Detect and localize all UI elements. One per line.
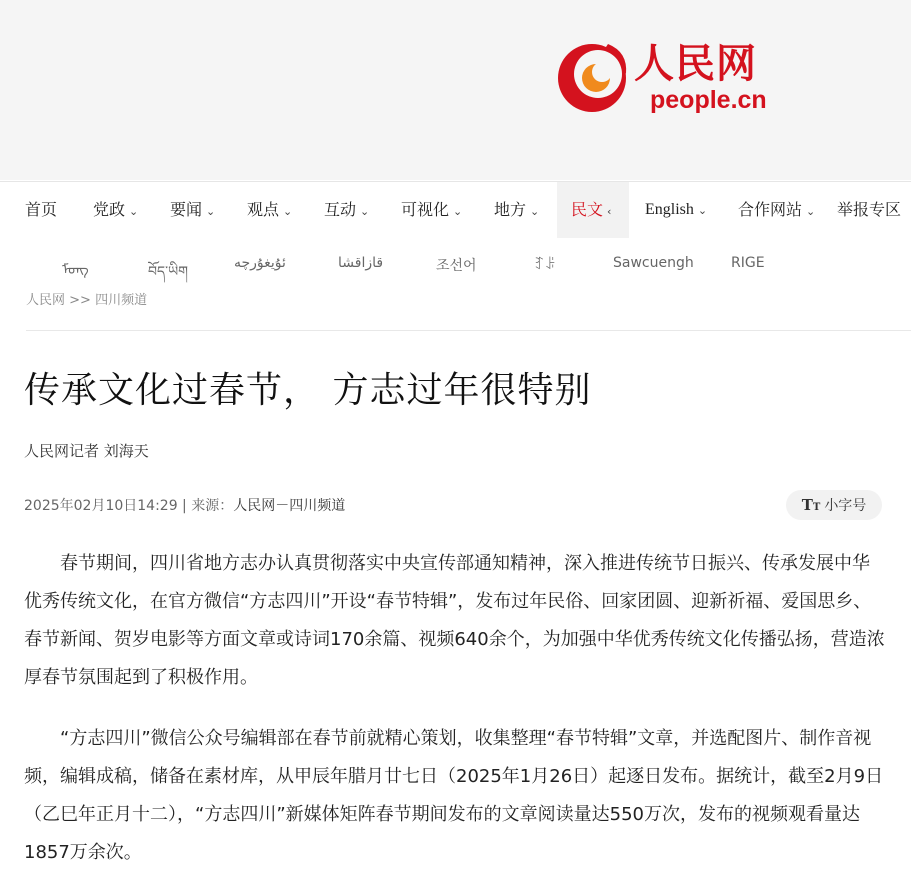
chevron-down-icon: ⌄ — [806, 205, 816, 218]
font-size-label: 小字号 — [824, 498, 867, 514]
breadcrumb — [26, 289, 147, 308]
breadcrumb-channel[interactable]: 四川频道 — [95, 293, 148, 308]
language-links — [0, 237, 911, 280]
article-meta — [24, 495, 345, 515]
nav-item-home[interactable]: 首页 — [25, 200, 58, 219]
people-cn-logo[interactable] — [556, 34, 776, 120]
article-paragraph: 春节期间，四川省地方志办认真贯彻落实中央宣传部通知精神，深入推进传统节日振兴、传承发展中华优秀传统文化，在官方微信“方志四川”开设“春节特辑”，发布过年民俗、回家团圆、迎新祈福、爱国思乡、春节新闻、贺岁电影等方面文章或诗词170余篇、视频640余个，为加强中华优秀传统文化传播弘扬，营造浓厚春节氛围起到了积极作用。 — [24, 553, 885, 688]
article-datetime: 2025年02月10日14:29 — [24, 498, 178, 514]
lang-link-tibetan[interactable]: བོད་ཡིག — [148, 264, 189, 280]
logo-text-cn: 人民网 — [634, 40, 757, 87]
lang-link-korean[interactable]: 조선어 — [436, 258, 477, 274]
main-nav — [0, 181, 911, 238]
chevron-down-icon: ⌄ — [129, 205, 139, 218]
nav-item-party[interactable]: 党政 ⌄ — [93, 182, 138, 238]
chevron-down-icon: ⌄ — [697, 205, 708, 217]
lang-link-rige[interactable]: RIGE — [731, 255, 765, 271]
chevron-down-icon: ⌄ — [206, 205, 216, 218]
lang-link-zhuang[interactable]: Sawcuengh — [613, 255, 694, 271]
nav-item-news[interactable]: 要闻 ⌄ — [170, 182, 215, 238]
nav-item-interact[interactable]: 互动 ⌄ — [324, 182, 369, 238]
font-size-button[interactable] — [786, 490, 882, 520]
site-header — [0, 0, 911, 180]
nav-item-visual[interactable]: 可视化 ⌄ — [401, 182, 462, 238]
article-title: 传承文化过春节， 方志过年很特别 — [24, 370, 592, 411]
article-author: 人民网记者 刘海天 — [24, 442, 149, 460]
lang-link-kazakh[interactable]: قازاقشا — [338, 255, 384, 271]
nav-item-opinion[interactable]: 观点 ⌄ — [247, 182, 292, 238]
nav-item-partners[interactable]: 合作网站 ⌄ — [738, 182, 815, 238]
article-source[interactable]: 人民网－四川频道 — [233, 498, 346, 514]
breadcrumb-separator: >> — [65, 293, 96, 308]
logo-emblem-icon — [556, 38, 636, 118]
nav-item-english[interactable]: English ⌄ — [645, 182, 707, 238]
chevron-down-icon: ⌄ — [360, 205, 370, 218]
divider — [26, 330, 911, 331]
logo-text-en: people.cn — [650, 86, 767, 114]
lang-link-uyghur[interactable]: ئۇيغۇرچە — [234, 255, 286, 271]
source-label: | 来源： — [177, 498, 234, 514]
nav-item-minwen[interactable]: 民文 ‹ — [557, 182, 629, 238]
article-paragraph: “方志四川”微信公众号编辑部在春节前就精心策划，收集整理“春节特辑”文章，并选配图片、制作音视频，编辑成稿，储备在素材库，从甲辰年腊月廿七日（2025年1月26日）起逐日发布。据统计，截至2月9日（乙巳年正月十二），“方志四川”新媒体矩阵春节期间发布的文章阅读量达550万次，发布的视频观看量达1857万余次。 — [24, 728, 884, 863]
chevron-down-icon: ⌄ — [453, 205, 463, 218]
chevron-down-icon: ⌄ — [530, 205, 540, 218]
breadcrumb-home[interactable]: 人民网 — [26, 293, 66, 308]
lang-link-yi[interactable]: ꆈꌠ — [534, 257, 556, 273]
lang-link-mongolian[interactable]: ᠮᠣᠩ — [62, 262, 89, 278]
text-size-icon: TT — [801, 496, 821, 514]
chevron-left-icon: ‹ — [607, 205, 612, 218]
nav-item-local[interactable]: 地方 ⌄ — [494, 182, 539, 238]
chevron-down-icon: ⌄ — [283, 205, 293, 218]
nav-item-report[interactable]: 举报专区 — [837, 200, 902, 219]
